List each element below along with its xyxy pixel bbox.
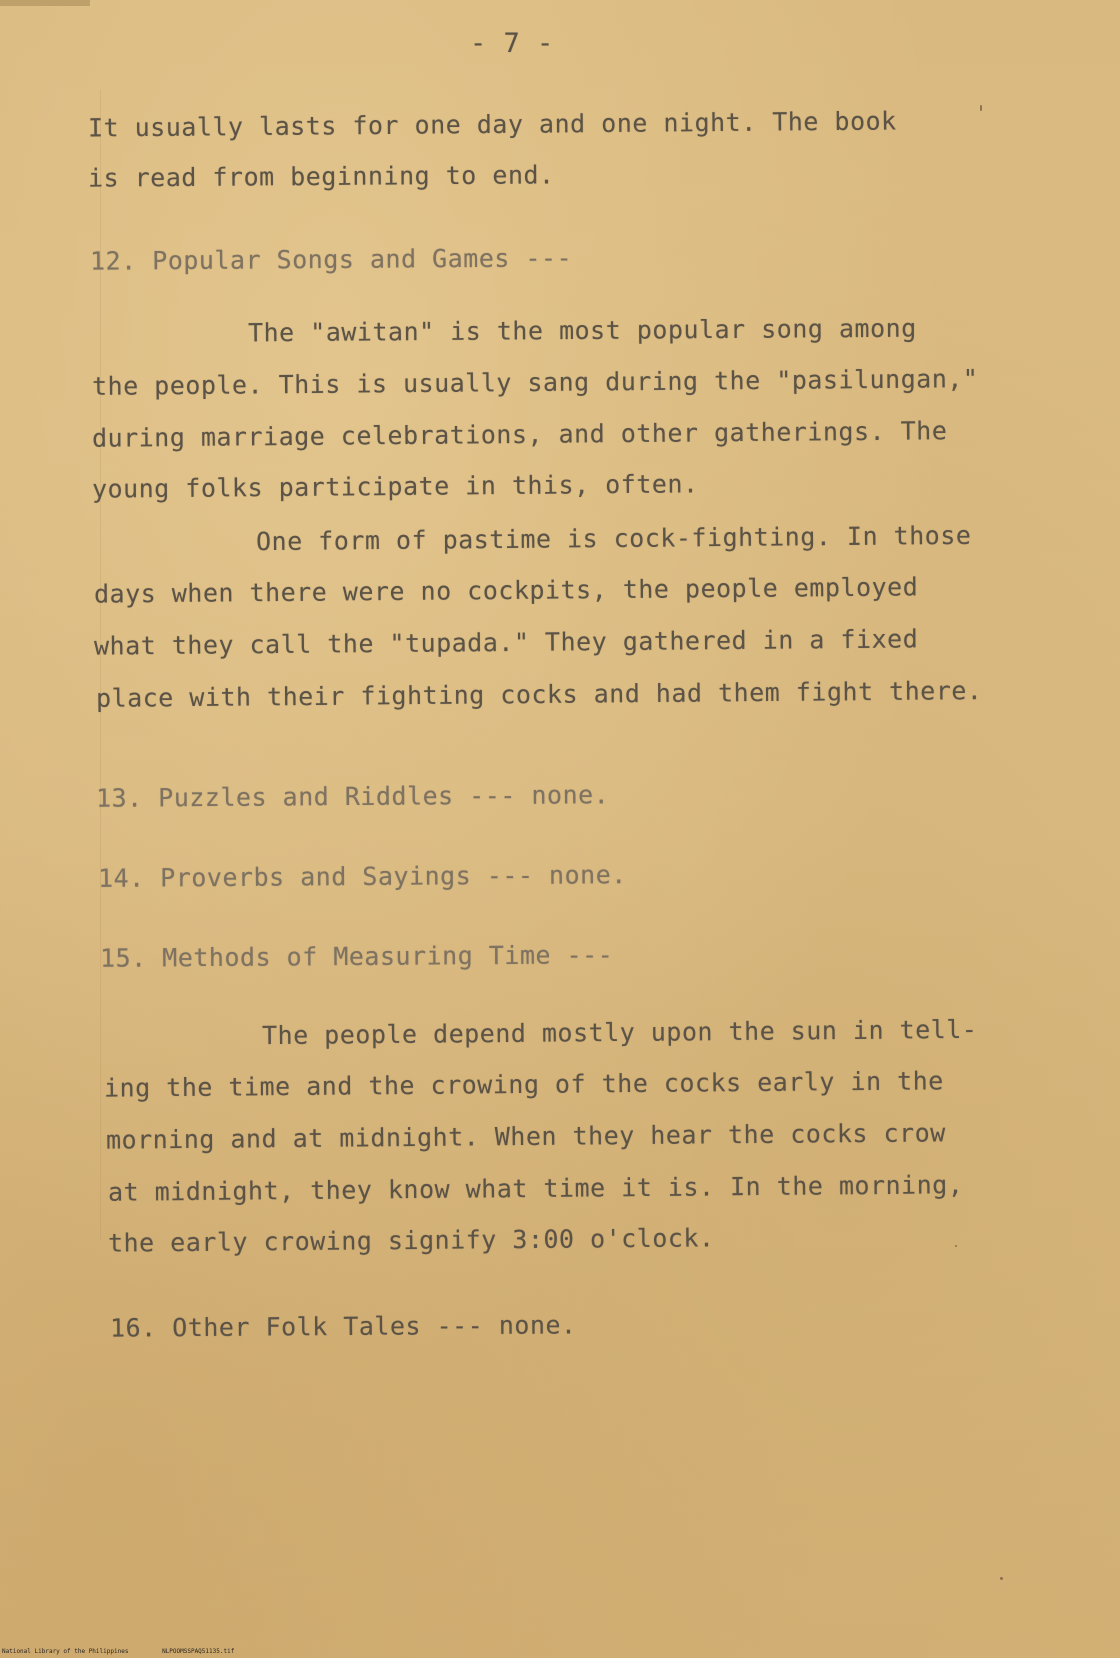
text-line-16: ing the time and the crowing of the cocks early in the [103,1066,944,1103]
paper-speck [980,105,982,111]
text-line-2: is read from beginning to end. [87,160,555,193]
text-line-19: the early crowing signify 3:00 o'clock. [107,1223,715,1258]
section-heading-16: 16. Other Folk Tales --- none. [109,1310,577,1343]
paper-corner [0,0,90,6]
footer-library: National Library of the Philippines [2,1648,129,1655]
text-line-18: at midnight, they know what time it is. In the morning, [107,1170,964,1207]
footer-file: NLPOOMSSPAQ51135.tif [162,1648,235,1655]
text-line-17: morning and at midnight. When they hear the cocks crow [105,1118,946,1155]
text-line-7: young folks participate in this, often. [91,469,699,504]
section-heading-14: 14. Proverbs and Sayings --- none. [97,860,627,893]
page-number: - 7 - [470,28,554,59]
text-line-1: It usually lasts for one day and one night. The book [87,106,897,143]
paper-speck [955,1245,957,1247]
text-line-10: what they call the "tupada." They gathered in a fixed [93,624,919,661]
text-line-6: during marriage celebrations, and other gatherings. The [91,416,948,453]
text-line-15: The people depend mostly upon the sun in tell- [261,1014,978,1051]
text-line-11: place with their fighting cocks and had them fight there. [95,676,983,713]
text-line-8: One form of pastime is cock-fighting. In those [255,520,972,557]
text-line-9: days when there were no cockpits, the people employed [93,572,919,609]
paper-speck [1000,1577,1003,1580]
scan-footer [2,1648,264,1655]
section-heading-12: 12. Popular Songs and Games --- [89,243,573,276]
section-heading-15: 15. Methods of Measuring Time --- [99,940,614,973]
text-line-5: the people. This is usually sang during the "pasilungan," [91,364,979,401]
text-line-4: The "awitan" is the most popular song among [247,313,917,348]
section-heading-13: 13. Puzzles and Riddles --- none. [95,780,610,813]
